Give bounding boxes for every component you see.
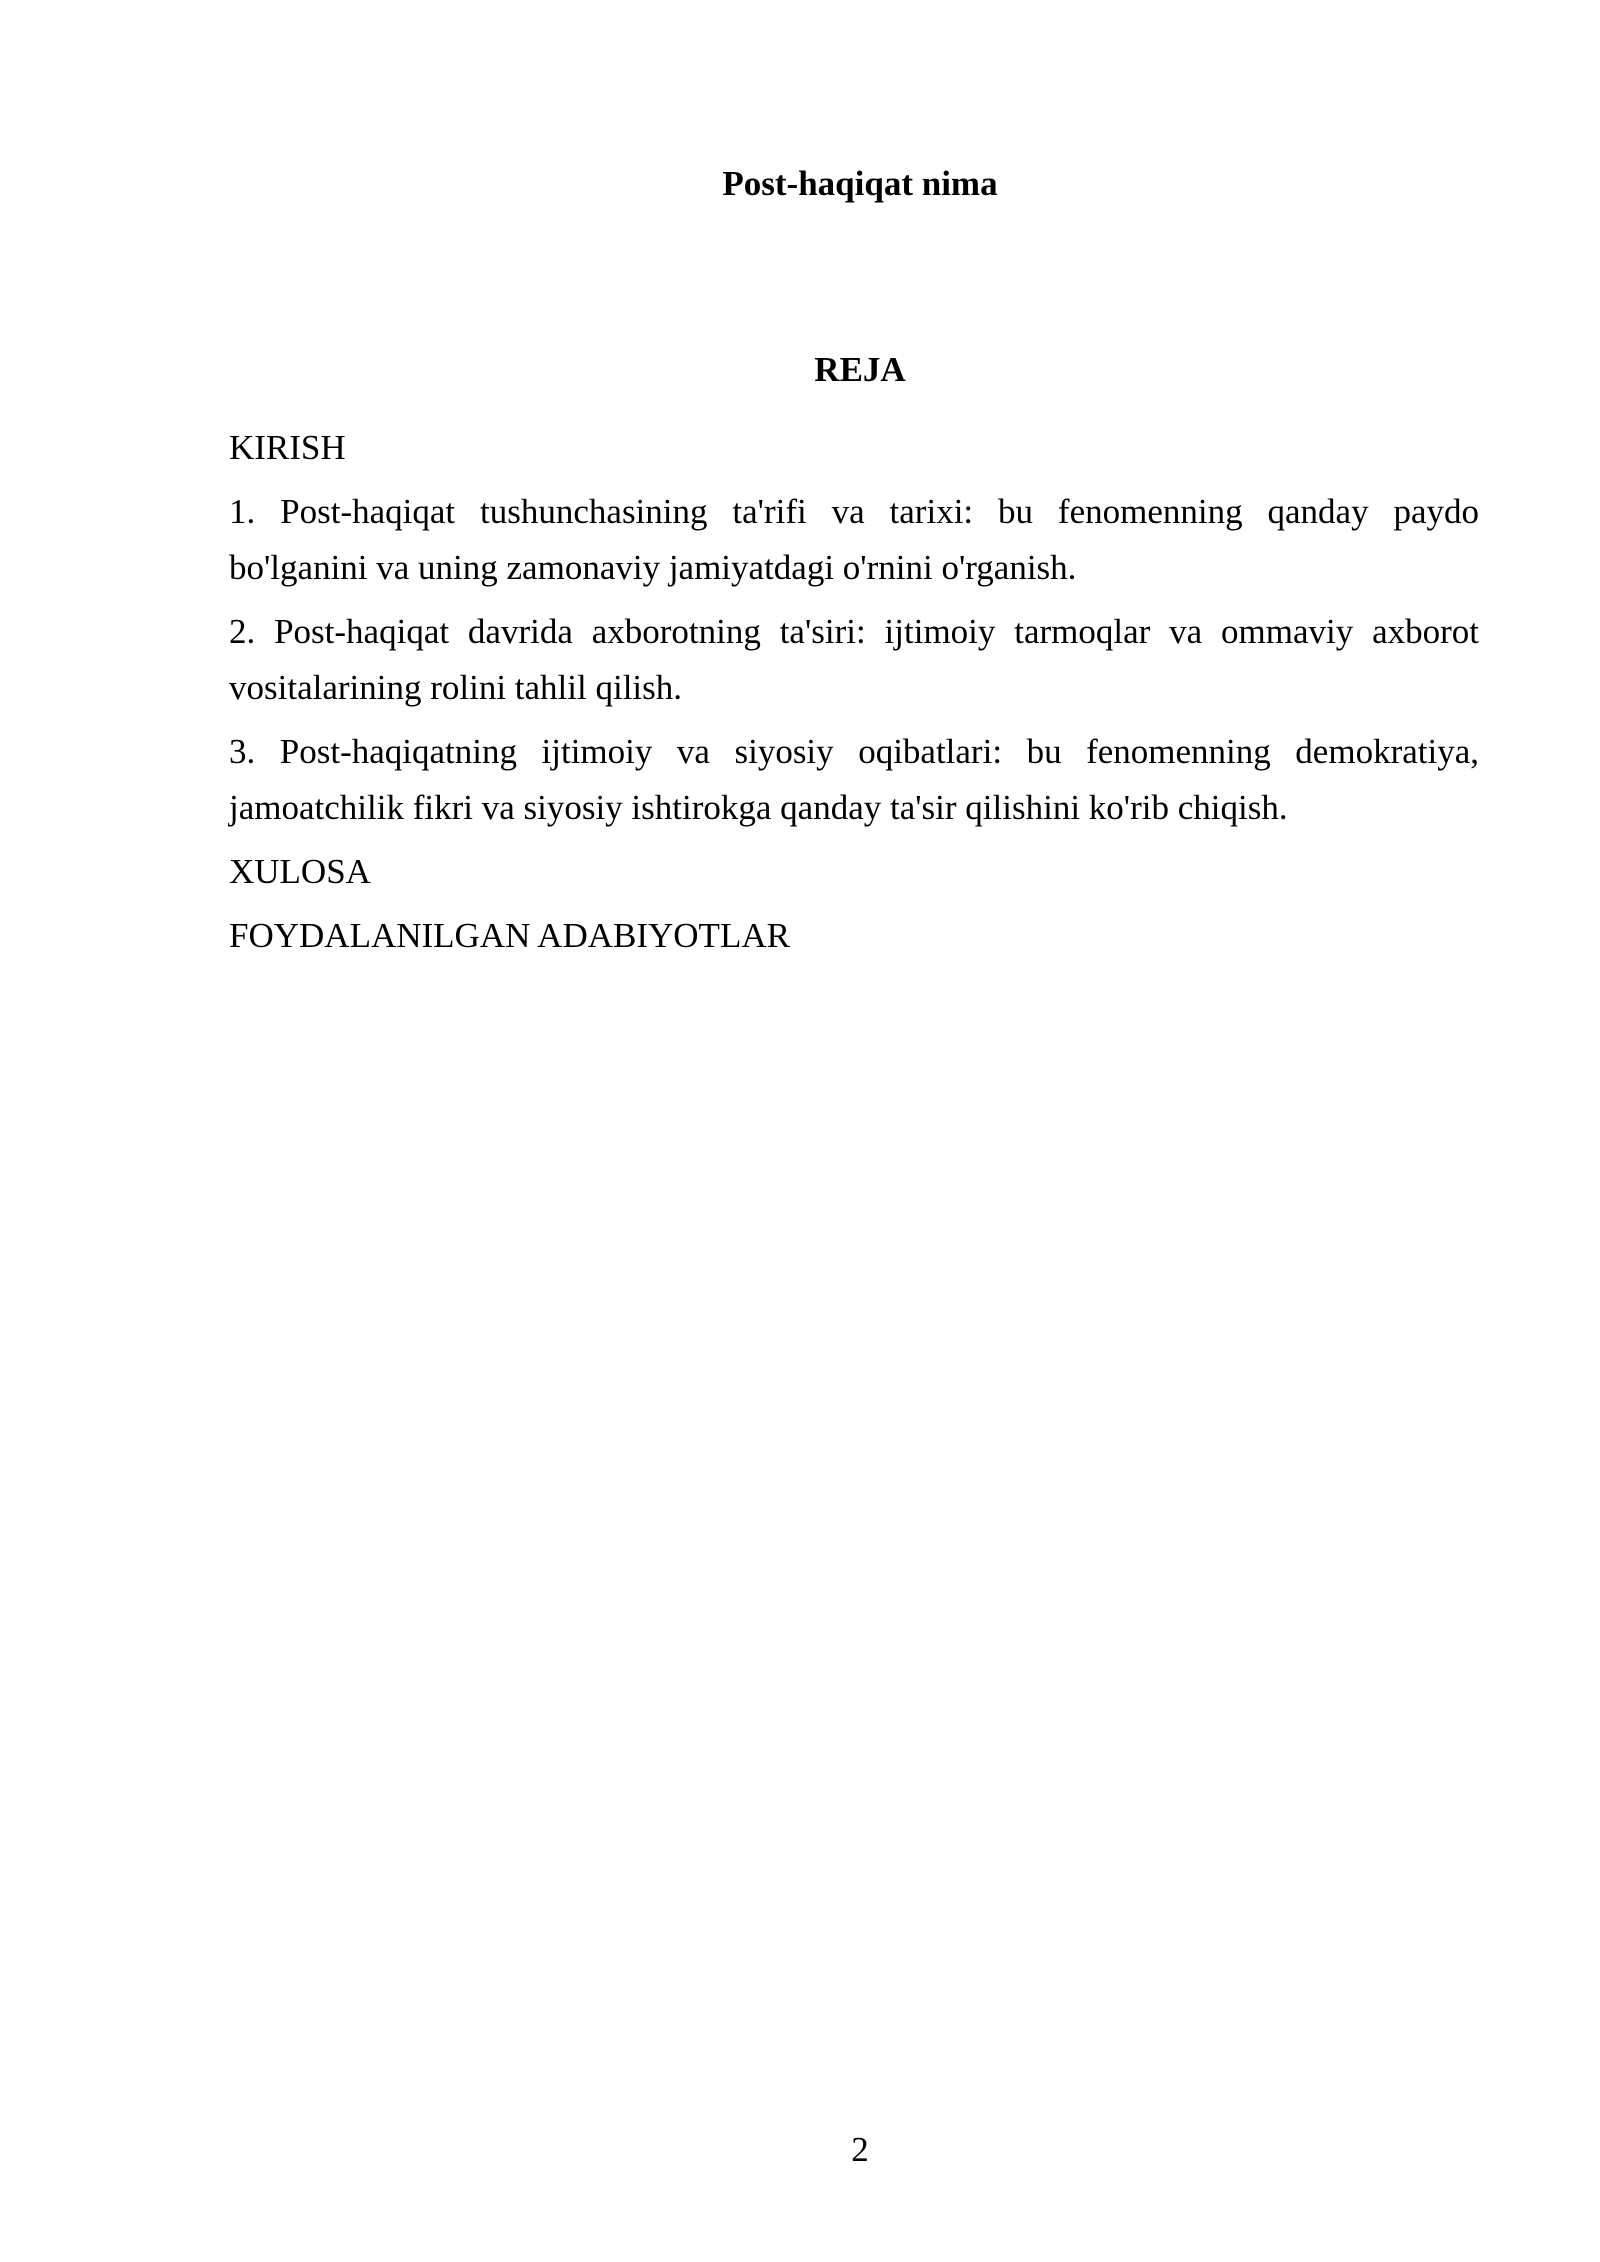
plan-item-1: 1. Post-haqiqat tushunchasining ta'rifi va tarixi: bu fenomenning qanday paydo bo'lganini va uning zamonaviy jamiyatdagi o'rnini o'rganish. [229, 492, 1479, 587]
plan-list [229, 420, 1479, 972]
plan-item-3: 3. Post-haqiqatning ijtimoiy va siyosiy oqibatlari: bu fenomenning demokratiya, jamoatchilik fikri va siyosiy ishtirokga qanday ta'sir qilishini ko'rib chiqish. [229, 732, 1479, 827]
plan-item-conclusion: XULOSA [229, 852, 371, 891]
document-title: Post-haqiqat nima [722, 164, 998, 203]
plan-heading: REJA [814, 350, 906, 389]
plan-item-2: 2. Post-haqiqat davrida axborotning ta'siri: ijtimoiy tarmoqlar va ommaviy axborot vositalarining rolini tahlil qilish. [229, 612, 1479, 707]
plan-item-introduction: KIRISH [229, 428, 346, 467]
plan-item-references: FOYDALANILGAN ADABIYOTLAR [229, 916, 790, 955]
page-number: 2 [851, 2130, 869, 2169]
